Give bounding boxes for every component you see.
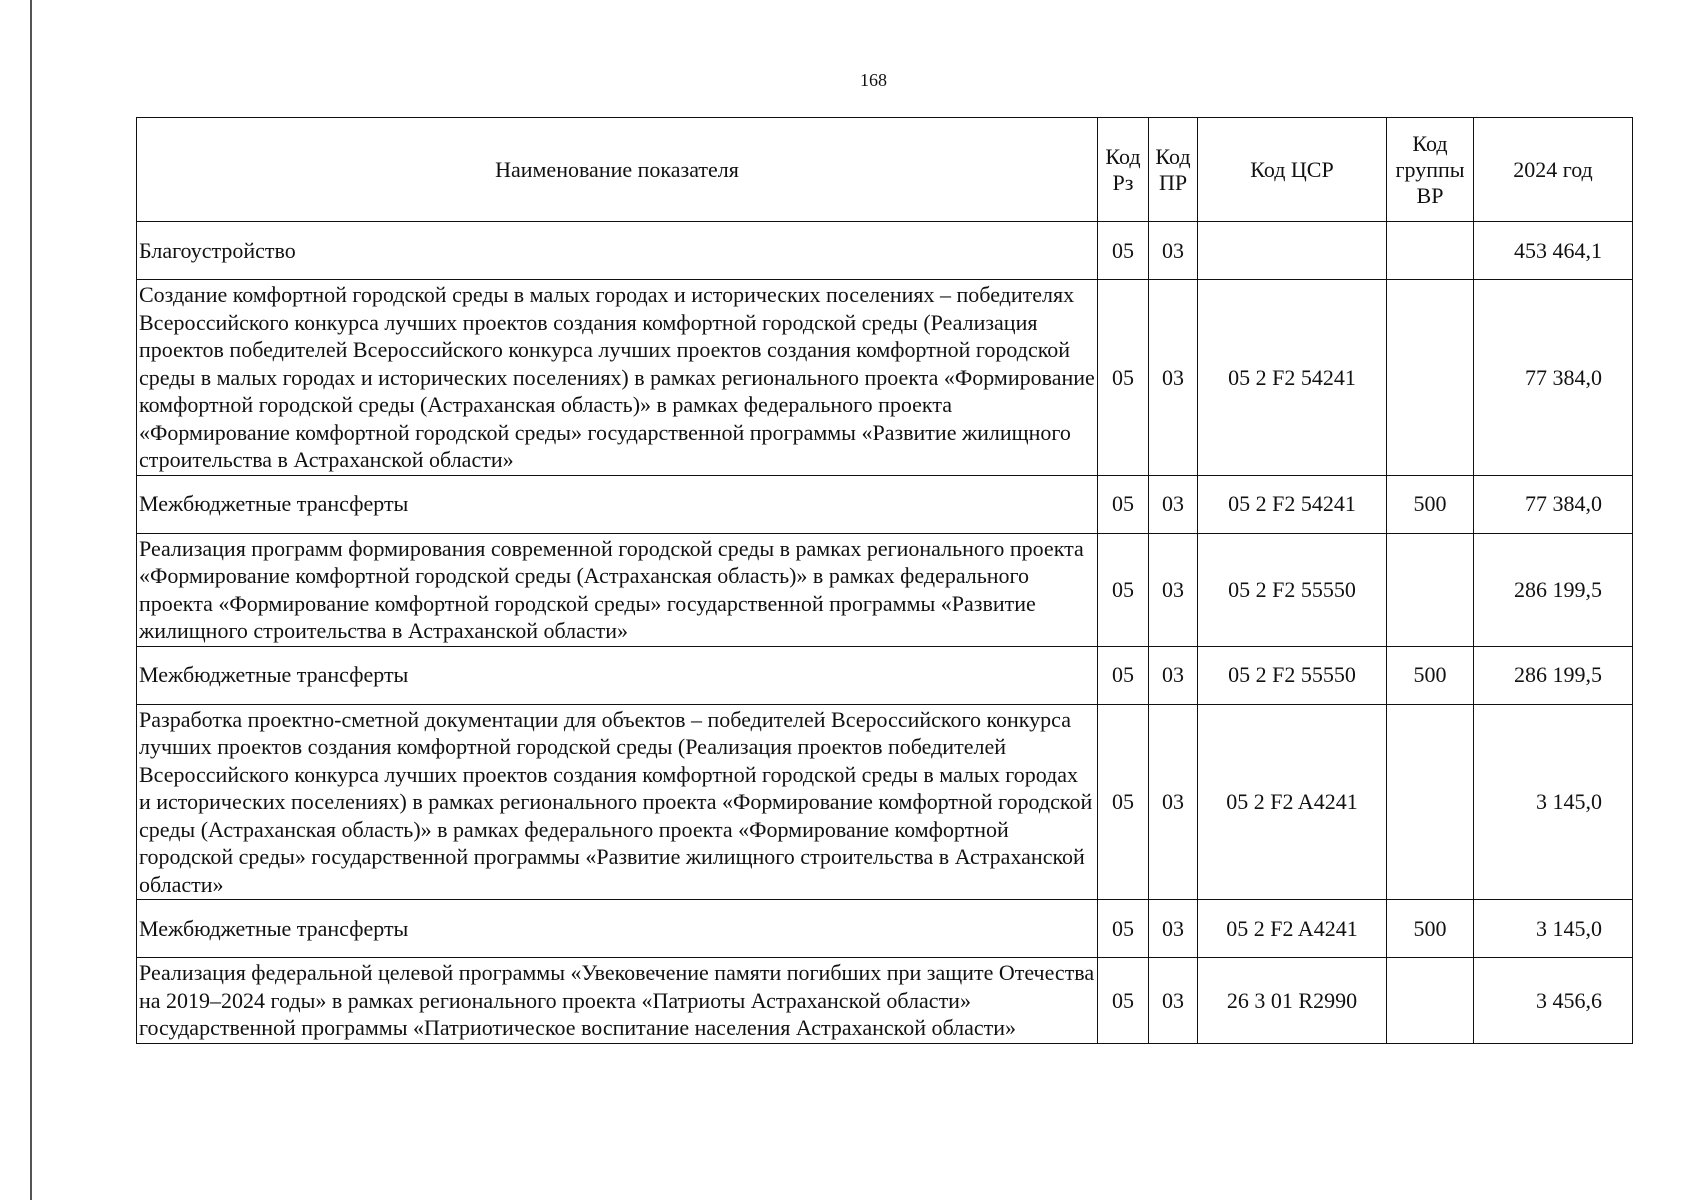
row-name: Реализация программ формирования современной городской среды в рамках регионального проекта «Формирование комфортной городской среды (Астраханская область)» в рамках федерального проекта «Формирование комфортной городской среды» государственной программы «Развитие жилищного строительства в Астраханской области» — [137, 533, 1098, 646]
row-name: Разработка проектно-сметной документации для объектов – победителей Всероссийского конкурса лучших проектов создания комфортной городской среды (Реализация проектов победителей Всероссийского конкурса лучших проектов создания комфортной городской среды в малых городах и исторических поселениях) в рамках регионального проекта «Формирование комфортной городской среды (Астраханская область)» в рамках федерального проекта «Формирование комфортной городской среды» государственной программы «Развитие жилищного строительства в Астраханской области» — [137, 704, 1098, 900]
row-name: Благоустройство — [137, 222, 1098, 280]
header-year: 2024 год — [1474, 118, 1633, 222]
table-row — [137, 704, 1633, 900]
row-code-vr — [1387, 704, 1474, 900]
row-code-rz: 05 — [1098, 533, 1149, 646]
row-code-vr: 500 — [1387, 646, 1474, 704]
row-code-vr — [1387, 280, 1474, 476]
table-row — [137, 533, 1633, 646]
header-code-csr: Код ЦСР — [1198, 118, 1387, 222]
row-amount: 3 456,6 — [1474, 958, 1633, 1044]
row-code-rz: 05 — [1098, 280, 1149, 476]
row-code-csr: 05 2 F2 54241 — [1198, 280, 1387, 476]
row-code-vr — [1387, 533, 1474, 646]
row-code-csr: 26 3 01 R2990 — [1198, 958, 1387, 1044]
row-amount: 3 145,0 — [1474, 704, 1633, 900]
row-name: Межбюджетные трансферты — [137, 475, 1098, 533]
table-row — [137, 475, 1633, 533]
row-code-csr: 05 2 F2 55550 — [1198, 533, 1387, 646]
row-code-csr: 05 2 F2 A4241 — [1198, 900, 1387, 958]
row-code-vr: 500 — [1387, 475, 1474, 533]
row-name: Межбюджетные трансферты — [137, 900, 1098, 958]
row-code-pr: 03 — [1149, 533, 1198, 646]
row-code-pr: 03 — [1149, 646, 1198, 704]
row-code-csr — [1198, 222, 1387, 280]
row-code-rz: 05 — [1098, 704, 1149, 900]
row-name: Реализация федеральной целевой программы «Увековечение памяти погибших при защите Отечества на 2019–2024 годы» в рамках регионального проекта «Патриоты Астраханской области» государственной программы «Патриотическое воспитание населения Астраханской области» — [137, 958, 1098, 1044]
row-name: Создание комфортной городской среды в малых городах и исторических поселениях – победителях Всероссийского конкурса лучших проектов создания комфортной городской среды (Реализация проектов победителей Всероссийского конкурса лучших проектов создания комфортной городской среды в малых городах и исторических поселениях) в рамках регионального проекта «Формирование комфортной городской среды (Астраханская область)» в рамках федерального проекта «Формирование комфортной городской среды» государственной программы «Развитие жилищного строительства в Астраханской области» — [137, 280, 1098, 476]
row-code-rz: 05 — [1098, 958, 1149, 1044]
header-code-pr: Код ПР — [1149, 118, 1198, 222]
header-code-vr: Код группы ВР — [1387, 118, 1474, 222]
row-code-pr: 03 — [1149, 704, 1198, 900]
scan-edge-line — [30, 0, 32, 1200]
row-code-rz: 05 — [1098, 222, 1149, 280]
row-amount: 286 199,5 — [1474, 533, 1633, 646]
header-name: Наименование показателя — [137, 118, 1098, 222]
row-code-csr: 05 2 F2 A4241 — [1198, 704, 1387, 900]
header-code-rz: Код Рз — [1098, 118, 1149, 222]
row-code-csr: 05 2 F2 55550 — [1198, 646, 1387, 704]
row-amount: 3 145,0 — [1474, 900, 1633, 958]
row-amount: 77 384,0 — [1474, 475, 1633, 533]
row-code-vr: 500 — [1387, 900, 1474, 958]
row-code-rz: 05 — [1098, 646, 1149, 704]
row-amount: 77 384,0 — [1474, 280, 1633, 476]
row-code-pr: 03 — [1149, 222, 1198, 280]
row-code-pr: 03 — [1149, 958, 1198, 1044]
table-row — [137, 900, 1633, 958]
table-header-row — [137, 118, 1633, 222]
row-amount: 453 464,1 — [1474, 222, 1633, 280]
budget-table — [136, 117, 1633, 1044]
table-row — [137, 958, 1633, 1044]
row-code-pr: 03 — [1149, 900, 1198, 958]
row-code-vr — [1387, 222, 1474, 280]
row-name: Межбюджетные трансферты — [137, 646, 1098, 704]
row-code-csr: 05 2 F2 54241 — [1198, 475, 1387, 533]
table-row — [137, 222, 1633, 280]
page-number: 168 — [860, 70, 887, 90]
table-row — [137, 646, 1633, 704]
table-row — [137, 280, 1633, 476]
row-code-rz: 05 — [1098, 475, 1149, 533]
row-amount: 286 199,5 — [1474, 646, 1633, 704]
row-code-pr: 03 — [1149, 475, 1198, 533]
row-code-rz: 05 — [1098, 900, 1149, 958]
row-code-vr — [1387, 958, 1474, 1044]
row-code-pr: 03 — [1149, 280, 1198, 476]
